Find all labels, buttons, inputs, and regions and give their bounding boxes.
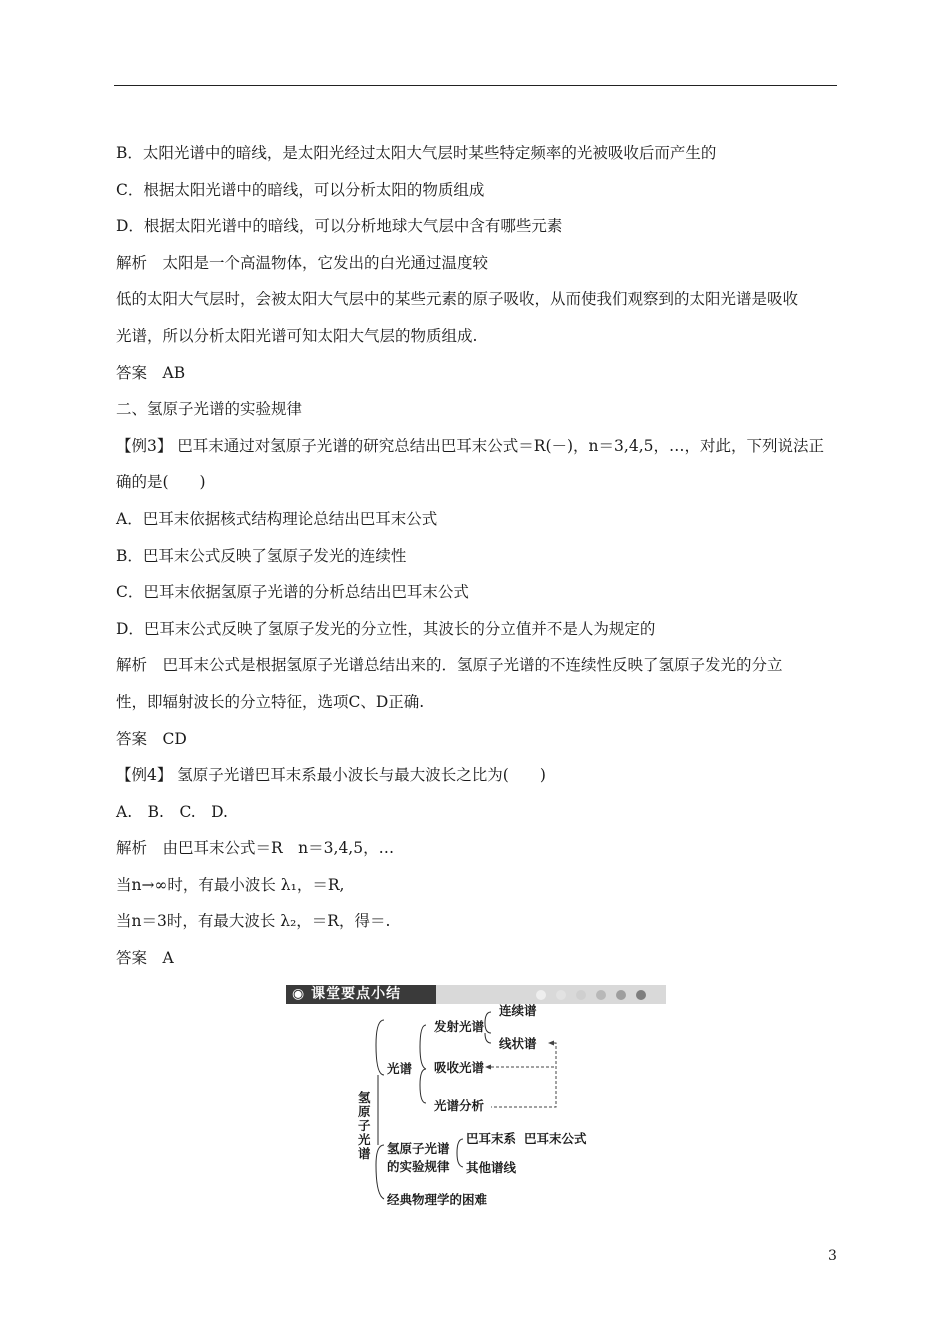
example-3-analysis-1: 解析 巴耳末公式是根据氢原子光谱总结出来的．氢原子光谱的不连续性反映了氢原子发光的分立: [116, 656, 783, 674]
example-4-analysis-2: 当n→∞时，有最小波长 λ₁，＝R,: [116, 876, 345, 894]
example-3-question-cont: 确的是( ): [116, 473, 206, 491]
example-3-question: 【例3】 巴耳末通过对氢原子光谱的研究总结出巴耳末公式＝R(－)，n＝3,4,5，…，对此，下列说法正: [116, 437, 824, 455]
answer-1: 答案 AB: [116, 364, 186, 382]
node-emission-spectrum: 发射光谱: [434, 1019, 485, 1034]
example-3-analysis-2: 性，即辐射波长的分立特征，选项C、D正确.: [116, 693, 425, 711]
lesson-summary-diagram: [286, 985, 666, 1210]
node-line-spectrum: 线状谱: [499, 1036, 537, 1051]
example-3-option-c: C．巴耳末依据氢原子光谱的分析总结出巴耳末公式: [116, 583, 469, 601]
page-number: 3: [828, 1248, 837, 1264]
node-balmer-series: 巴耳末系: [466, 1131, 517, 1146]
node-other-lines: 其他谱线: [466, 1160, 517, 1175]
example-3-option-a: A．巴耳末依据核式结构理论总结出巴耳末公式: [116, 510, 438, 528]
summary-title: ◉ 课堂要点小结: [292, 986, 402, 1002]
node-experimental-laws: 氢原子光谱的实验规律: [387, 1141, 450, 1174]
node-continuous-spectrum: 连续谱: [499, 1003, 537, 1018]
analysis-line-1: 解析 太阳是一个高温物体，它发出的白光通过温度较: [116, 254, 489, 272]
example-4-analysis-3: 当n＝3时，有最大波长 λ₂，＝R，得＝.: [116, 912, 391, 930]
node-absorption-spectrum: 吸收光谱: [434, 1060, 485, 1075]
analysis-line-3: 光谱，所以分析太阳光谱可知太阳大气层的物质组成.: [116, 327, 478, 345]
example-3-option-b: B．巴耳末公式反映了氢原子发光的连续性: [116, 547, 407, 565]
example-4-question: 【例4】 氢原子光谱巴耳末系最小波长与最大波长之比为( ): [116, 766, 546, 784]
example-3-option-d: D．巴耳末公式反映了氢原子发光的分立性，其波长的分立值并不是人为规定的: [116, 620, 656, 638]
section-heading: 二、氢原子光谱的实验规律: [116, 400, 303, 418]
option-b-text: B．太阳光谱中的暗线，是太阳光经过太阳大气层时某些特定频率的光被吸收后而产生的: [116, 144, 717, 162]
example-4-answer: 答案 A: [116, 949, 174, 967]
root-hydrogen-spectrum: 氢原子光谱: [358, 1090, 371, 1161]
example-4-options: A. B. C. D.: [116, 803, 228, 821]
node-spectrum: 光谱: [387, 1061, 413, 1076]
example-4-analysis-1: 解析 由巴耳末公式＝R n＝3,4,5，…: [116, 839, 395, 857]
header-rule: [114, 85, 837, 86]
analysis-line-2: 低的太阳大气层时，会被太阳大气层中的某些元素的原子吸收，从而使我们观察到的太阳光谱是吸收: [116, 290, 799, 308]
node-classical-difficulty: 经典物理学的困难: [387, 1192, 488, 1207]
option-d-text: D．根据太阳光谱中的暗线，可以分析地球大气层中含有哪些元素: [116, 217, 563, 235]
example-3-answer: 答案 CD: [116, 730, 187, 748]
node-balmer-formula: 巴耳末公式: [524, 1131, 587, 1146]
option-c-text: C．根据太阳光谱中的暗线，可以分析太阳的物质组成: [116, 181, 485, 199]
node-spectral-analysis: 光谱分析: [434, 1098, 485, 1113]
